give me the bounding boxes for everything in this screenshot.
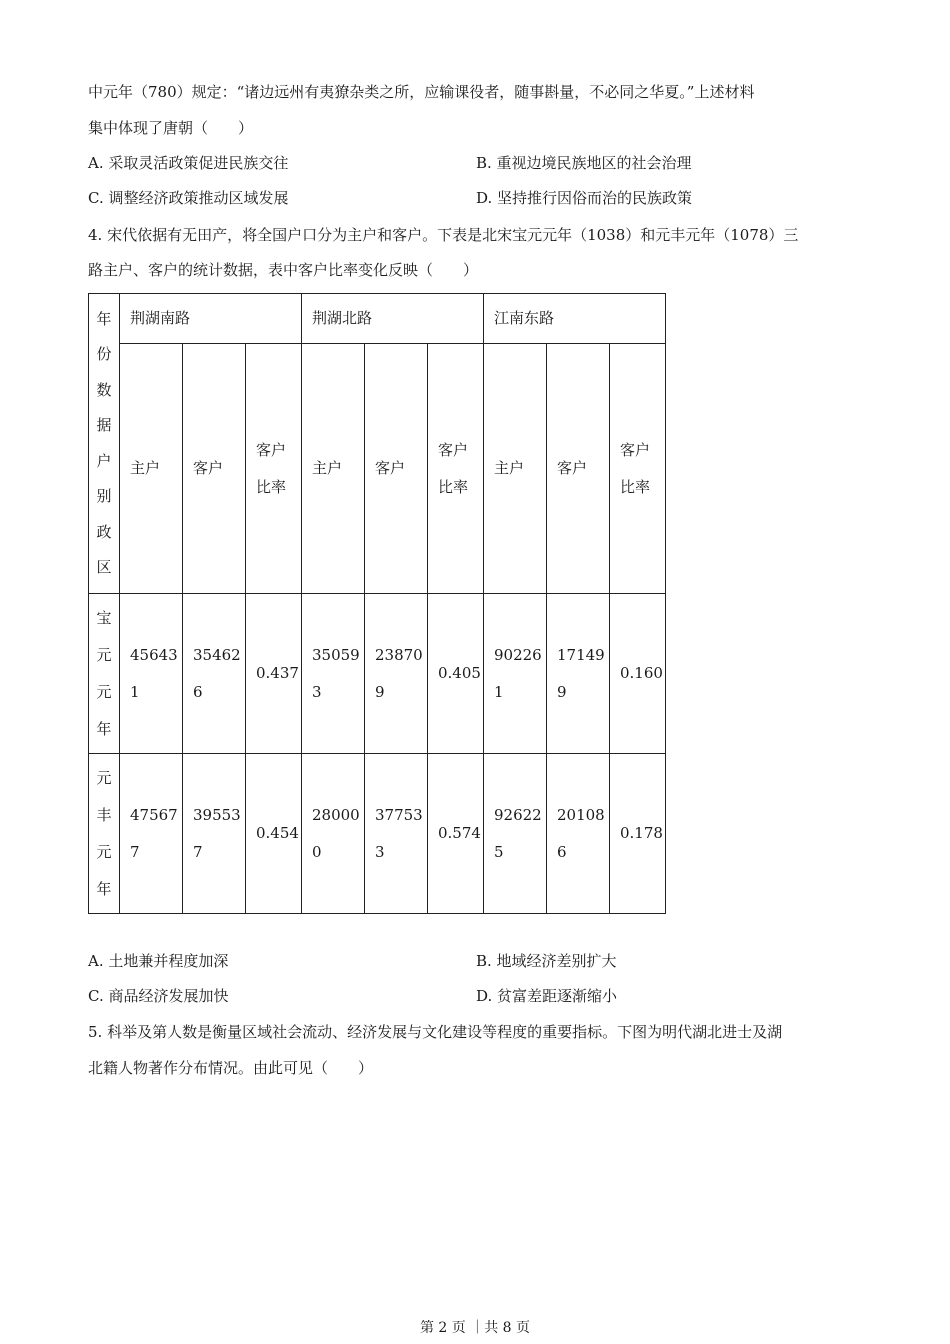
table-cell: 902261 [484,594,547,754]
table-cell: 377533 [365,754,428,914]
table-row [89,754,666,914]
subheader-ratio: 客户 比率 [610,344,666,594]
table-cell: 354626 [183,594,246,754]
table-cell: 201086 [547,754,610,914]
table-row [89,594,666,754]
subheader-main: 主户 [302,344,365,594]
question-4-text-line-1: 4. 宋代依据有无田产，将全国户口分为主户和客户。下表是北宋宝元元年（1038）和元丰元年（1078）三 [88,226,799,244]
question-3-text-line-1: 中元年（780）规定：“诸边远州有夷獠杂类之所，应输课役者，随事斟量，不必同之华夏。”上述材料 [88,83,755,101]
table-cell: 0.178 [610,754,666,914]
subheader-ratio: 客户 比率 [428,344,484,594]
question-4-option-b: B. 地域经济差别扩大 [476,952,617,970]
question-5-text-line-2: 北籍人物著作分布情况。由此可见（ ） [88,1059,374,1077]
subheader-guest: 客户 [547,344,610,594]
table-cell: 280000 [302,754,365,914]
table-cell: 0.160 [610,594,666,754]
household-data-table [88,293,666,914]
question-5-text-line-1: 5. 科举及第人数是衡量区域社会流动、经济发展与文化建设等程度的重要指标。下图为明代湖北进士及湖 [88,1023,783,1041]
subheader-main: 主户 [120,344,183,594]
table-cell: 926225 [484,754,547,914]
table-cell: 171499 [547,594,610,754]
region-header-jinghu-bei: 荆湖北路 [302,294,484,344]
subheader-guest: 客户 [183,344,246,594]
question-3-option-b: B. 重视边境民族地区的社会治理 [476,154,692,172]
subheader-ratio: 客户 比率 [246,344,302,594]
table-cell: 456431 [120,594,183,754]
question-4-text-line-2: 路主户、客户的统计数据，表中客户比率变化反映（ ） [88,261,479,279]
subheader-main: 主户 [484,344,547,594]
table-corner-header: 年 份 数 据 户 别 政 区 [89,294,120,594]
question-4-option-c: C. 商品经济发展加快 [88,987,229,1005]
question-4-option-d: D. 贫富差距逐渐缩小 [476,987,618,1005]
question-3-option-d: D. 坚持推行因俗而治的民族政策 [476,189,693,207]
table-cell: 0.574 [428,754,484,914]
table-cell: 238709 [365,594,428,754]
subheader-guest: 客户 [365,344,428,594]
question-4-option-a: A. 土地兼并程度加深 [88,952,229,970]
question-3-option-c: C. 调整经济政策推动区域发展 [88,189,289,207]
page-footer: 第 2 页 ｜共 8 页 [419,1320,531,1336]
question-3-option-a: A. 采取灵活政策促进民族交往 [88,154,289,172]
question-3-text-line-2: 集中体现了唐朝（ ） [88,119,254,137]
row-label-yuanfeng: 元 丰 元 年 [89,754,120,914]
table-cell: 350593 [302,594,365,754]
table-cell: 0.405 [428,594,484,754]
table-cell: 0.454 [246,754,302,914]
table-cell: 0.437 [246,594,302,754]
table-cell: 395537 [183,754,246,914]
row-label-baoyuan: 宝 元 元 年 [89,594,120,754]
region-header-jiangnan-dong: 江南东路 [484,294,666,344]
table-cell: 475677 [120,754,183,914]
region-header-jinghu-nan: 荆湖南路 [120,294,302,344]
